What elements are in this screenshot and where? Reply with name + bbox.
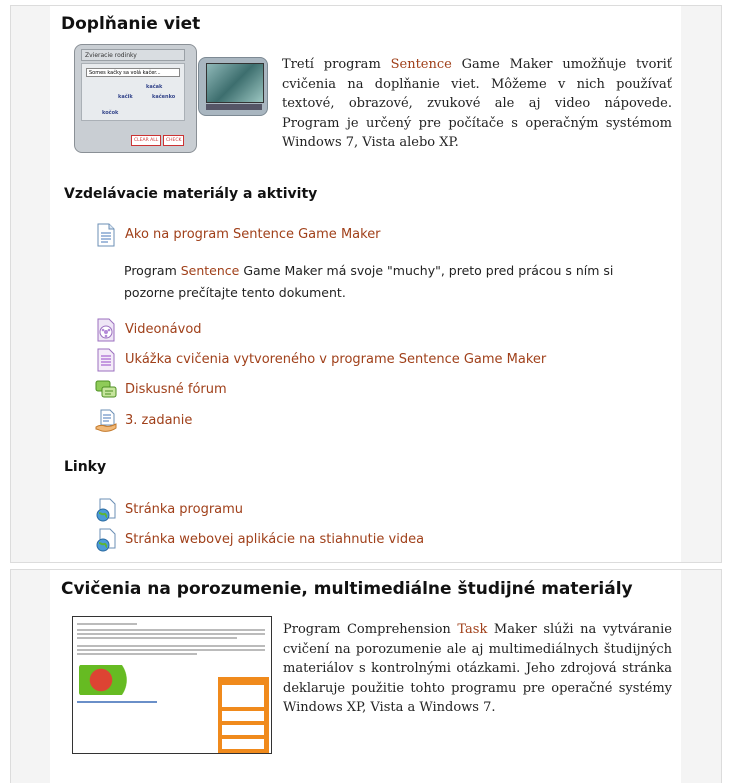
material-link[interactable]: Ako na program Sentence Game Maker — [125, 226, 381, 242]
sentence-maker-screenshot — [74, 44, 197, 153]
video-controls — [206, 104, 262, 110]
sentence-link[interactable]: Sentence — [390, 57, 452, 72]
link-item[interactable] — [95, 528, 424, 550]
materials-heading: Vzdelávacie materiály a aktivity — [64, 186, 318, 202]
video-hint-screenshot — [198, 57, 268, 116]
sentence-link[interactable]: Sentence — [180, 263, 240, 278]
material-note: Program Sentence Game Maker má svoje "muchy", preto pred prácou s ním si pozorne prečítajte tento dokument. — [124, 263, 614, 300]
fish-image — [206, 63, 264, 103]
material-item[interactable] — [95, 348, 546, 370]
screenshot-word: kačenko — [152, 94, 176, 100]
material-link[interactable]: Diskusné fórum — [125, 381, 227, 397]
material-link[interactable]: 3. zadanie — [125, 412, 193, 428]
material-item[interactable] — [95, 223, 381, 245]
section-title: Doplňanie viet — [61, 14, 201, 34]
links-heading: Linky — [64, 459, 107, 475]
section-title: Cvičenia na porozumenie, multimediálne študijné materiály — [61, 579, 633, 599]
web-link-icon — [95, 528, 117, 550]
screenshot-word: kačik — [118, 94, 133, 100]
link-label[interactable]: Stránka programu — [125, 501, 244, 517]
link-item[interactable] — [95, 498, 243, 520]
question-panel — [218, 677, 269, 753]
screenshot-word: kočok — [102, 110, 119, 116]
screenshot-header: Zvieracie rodinky — [81, 49, 185, 61]
section1-intro: Tretí program Sentence Game Maker umožňuje tvoriť cvičenia na doplňanie viet. Môžeme v nich používať textové, obrazové, zvukové ale aj video nápovede. Program je určený pre počítače s operačným systémom Windows 7, Vista alebo XP. — [282, 57, 672, 150]
web-link-icon — [95, 498, 117, 520]
task-link[interactable]: Task — [457, 622, 488, 637]
map-image — [79, 665, 134, 695]
video-icon — [95, 318, 117, 340]
material-item[interactable] — [95, 409, 192, 431]
screenshot-sentence: Somes kačky sa volá kačer... — [86, 68, 180, 77]
screenshot-word: kačak — [146, 84, 163, 90]
forum-icon — [95, 378, 117, 400]
screenshot-work-area — [81, 63, 185, 121]
file-icon — [95, 348, 117, 370]
material-link[interactable]: Videonávod — [125, 321, 202, 337]
comprehension-screenshot — [72, 616, 272, 754]
material-item[interactable] — [95, 318, 202, 340]
screenshot-buttons — [81, 133, 185, 147]
material-item[interactable] — [95, 378, 227, 400]
assignment-icon — [95, 409, 117, 431]
link-label[interactable]: Stránka webovej aplikácie na stiahnutie videa — [125, 531, 425, 547]
section2-intro: Program Comprehension Task Maker slúži na vytváranie cvičení na porozumenie ale aj multimediálnych študijných materiálov s kontrolnými otázkami. Jeho zdrojová stránka deklaruje použitie tohto programu pre operačné systémy Windows XP, Vista a Windows 7. — [283, 622, 673, 715]
screenshot-clear-button: CLEAR ALL — [131, 135, 161, 146]
material-link[interactable]: Ukážka cvičenia vytvoreného v programe Sentence Game Maker — [125, 351, 547, 367]
screenshot-check-button: CHECK — [163, 135, 184, 146]
document-icon — [95, 223, 117, 245]
